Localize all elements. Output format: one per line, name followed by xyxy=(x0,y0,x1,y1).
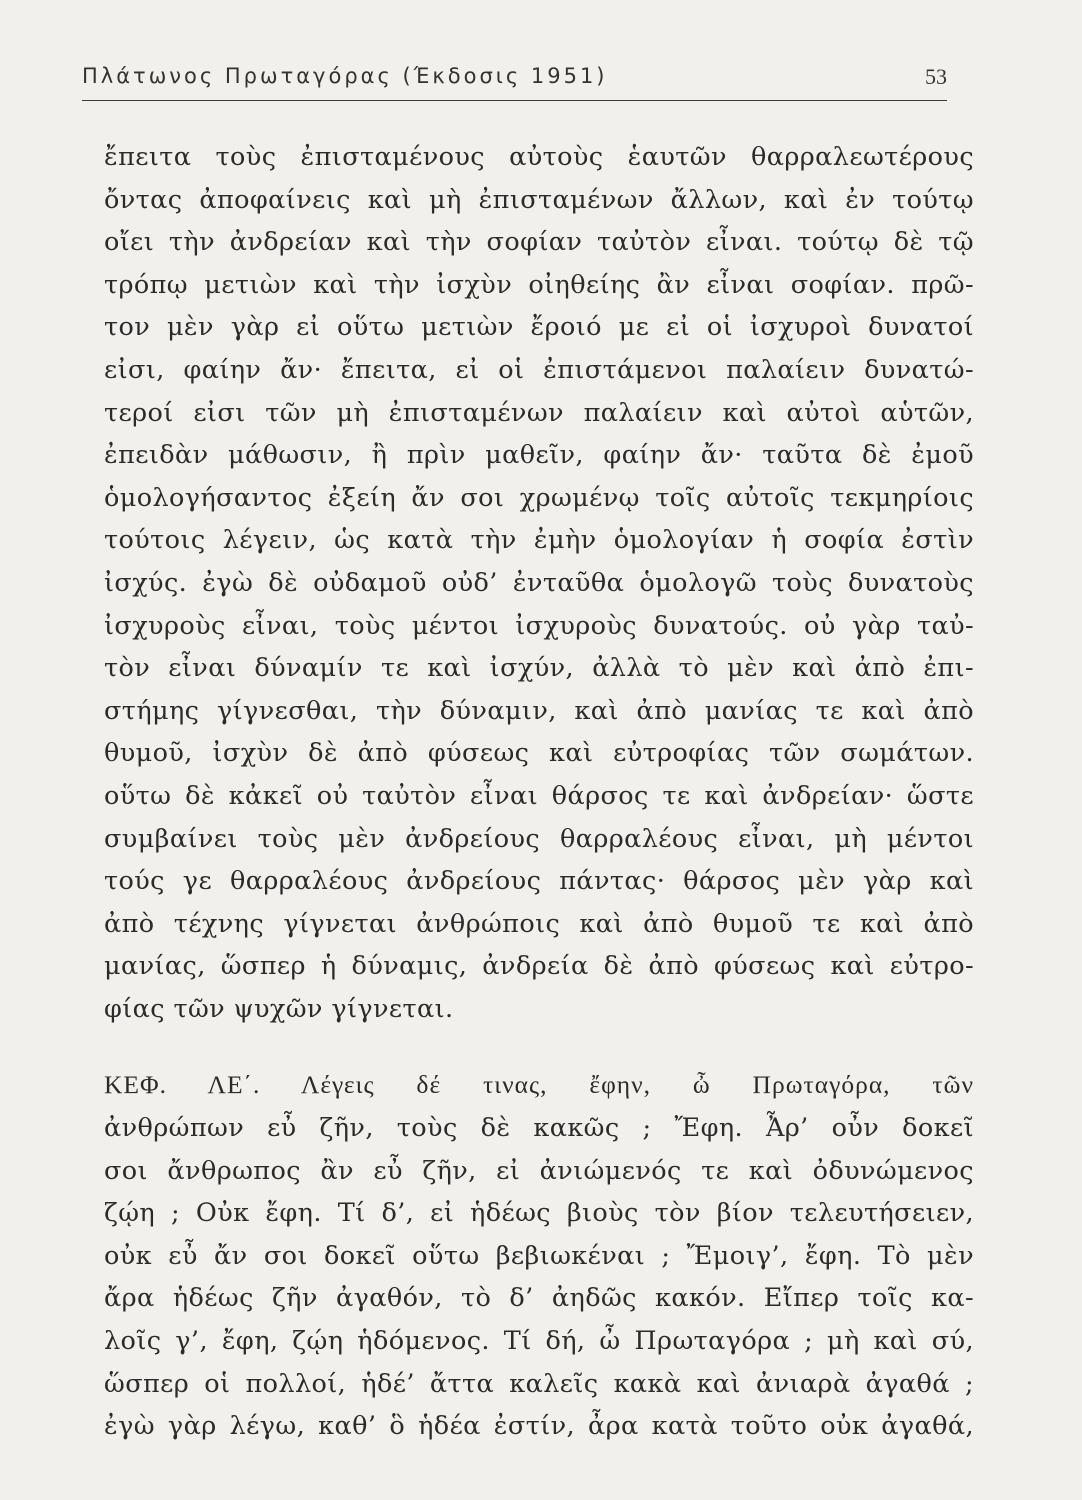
text-line: τὸν εἶναι δύναμίν τε καὶ ἰσχύν, ἀλλὰ τὸ μὲν καὶ ἀπὸ ἐπι- xyxy=(104,653,974,684)
text-line: συμβαίνει τοὺς μὲν ἀνδρείους θαρραλέους εἶναι, μὴ μέντοι xyxy=(104,823,974,854)
text-line: τούς γε θαρραλέους ἀνδρείους πάντας· θάρσος μὲν γὰρ καὶ xyxy=(104,866,974,897)
text-line: ἀνθρώπων εὖ ζῆν, τοὺς δὲ κακῶς ; Ἔφη. Ἆρ’ οὖν δοκεῖ xyxy=(104,1113,974,1144)
running-header xyxy=(82,62,947,101)
text-line: μανίας, ὥσπερ ἡ δύναμις, ἀνδρεία δὲ ἀπὸ φύσεως καὶ εὐτρο- xyxy=(104,951,974,982)
text-line: φίας τῶν ψυχῶν γίγνεται. xyxy=(104,993,454,1024)
text-line: ἰσχύς. ἐγὼ δὲ οὐδαμοῦ οὐδ’ ἐνταῦθα ὁμολογῶ τοὺς δυνατοὺς xyxy=(104,567,974,598)
text-line: θυμοῦ, ἰσχὺν δὲ ἀπὸ φύσεως καὶ εὐτροφίας τῶν σωμάτων. xyxy=(104,738,974,769)
text-line: ὄντας ἀποφαίνεις καὶ μὴ ἐπισταμένων ἄλλων, καὶ ἐν τούτῳ xyxy=(104,184,974,215)
body-text xyxy=(104,136,974,1448)
text-line: εἰσι, φαίην ἄν· ἔπειτα, εἰ οἱ ἐπιστάμενοι παλαίειν δυνατώ- xyxy=(104,354,974,385)
text-line: τον μὲν γὰρ εἰ οὕτω μετιὼν ἔροιό με εἰ οἱ ἰσχυροὶ δυνατοί xyxy=(104,312,974,343)
text-line: ἄρα ἡδέως ζῆν ἀγαθόν, τὸ δ’ ἀηδῶς κακόν. Εἴπερ τοῖς κα- xyxy=(104,1283,974,1314)
paragraph-2 xyxy=(104,1064,974,1447)
text-line: οὕτω δὲ κἀκεῖ οὐ ταὐτὸν εἶναι θάρσος τε καὶ ἀνδρείαν· ὥστε xyxy=(104,780,974,811)
text-line: ἰσχυροὺς εἶναι, τοὺς μέντοι ἰσχυροὺς δυνατούς. οὐ γὰρ ταὐ- xyxy=(104,610,974,641)
text-line: οἴει τὴν ἀνδρείαν καὶ τὴν σοφίαν ταὐτὸν εἶναι. τούτῳ δὲ τῷ xyxy=(104,227,974,258)
text-line: τεροί εἰσι τῶν μὴ ἐπισταμένων παλαίειν καὶ αὐτοὶ αὑτῶν, xyxy=(104,397,974,428)
paragraph-1 xyxy=(104,136,974,1030)
chapter-heading-line: ΚΕΦ. ΛΕ΄. Λέγεις δέ τινας, ἔφην, ὦ Πρωταγόρα, τῶν xyxy=(104,1070,974,1100)
text-line: ὁμολογήσαντος ἐξείη ἄν σοι χρωμένῳ τοῖς αὐτοῖς τεκμηρίοις xyxy=(104,482,974,513)
text-line: οὐκ εὖ ἄν σοι δοκεῖ οὕτω βεβιωκέναι ; Ἔμοιγ’, ἔφη. Τὸ μὲν xyxy=(104,1240,974,1271)
text-line: ἐγὼ γὰρ λέγω, καθ’ ὃ ἡδέα ἐστίν, ἆρα κατὰ τοῦτο οὐκ ἀγαθά, xyxy=(104,1411,974,1442)
text-line: λοῖς γ’, ἔφη, ζῴη ἡδόμενος. Τί δή, ὦ Πρωταγόρα ; μὴ καὶ σύ, xyxy=(104,1326,974,1357)
text-line: ζῴη ; Οὐκ ἔφη. Τί δ’, εἰ ἡδέως βιοὺς τὸν βίον τελευτήσειεν, xyxy=(104,1198,974,1229)
paragraph-gap xyxy=(104,1030,974,1064)
text-line: τούτοις λέγειν, ὡς κατὰ τὴν ἐμὴν ὁμολογίαν ἡ σοφία ἐστὶν xyxy=(104,525,974,556)
text-line: ὥσπερ οἱ πολλοί, ἡδέ’ ἄττα καλεῖς κακὰ καὶ ἀνιαρὰ ἀγαθά ; xyxy=(104,1368,974,1399)
text-line: σοι ἄνθρωπος ἂν εὖ ζῆν, εἰ ἀνιώμενός τε καὶ ὀδυνώμενος xyxy=(104,1155,974,1186)
page-number: 53 xyxy=(925,64,947,89)
text-line: στήμης γίγνεσθαι, τὴν δύναμιν, καὶ ἀπὸ μανίας τε καὶ ἀπὸ xyxy=(104,695,974,726)
text-line: ἐπειδὰν μάθωσιν, ἢ πρὶν μαθεῖν, φαίην ἄν· ταῦτα δὲ ἐμοῦ xyxy=(104,440,974,471)
text-line: ἔπειτα τοὺς ἐπισταμένους αὐτοὺς ἑαυτῶν θαρραλεωτέρους xyxy=(104,142,974,172)
text-line: ἀπὸ τέχνης γίγνεται ἀνθρώποις καὶ ἀπὸ θυμοῦ τε καὶ ἀπὸ xyxy=(104,908,974,939)
text-line: τρόπῳ μετιὼν καὶ τὴν ἰσχὺν οἰηθείης ἂν εἶναι σοφίαν. πρῶ- xyxy=(104,269,974,300)
running-title: Πλάτωνος Πρωταγόρας (Έκδοσις 1951) xyxy=(82,64,608,88)
